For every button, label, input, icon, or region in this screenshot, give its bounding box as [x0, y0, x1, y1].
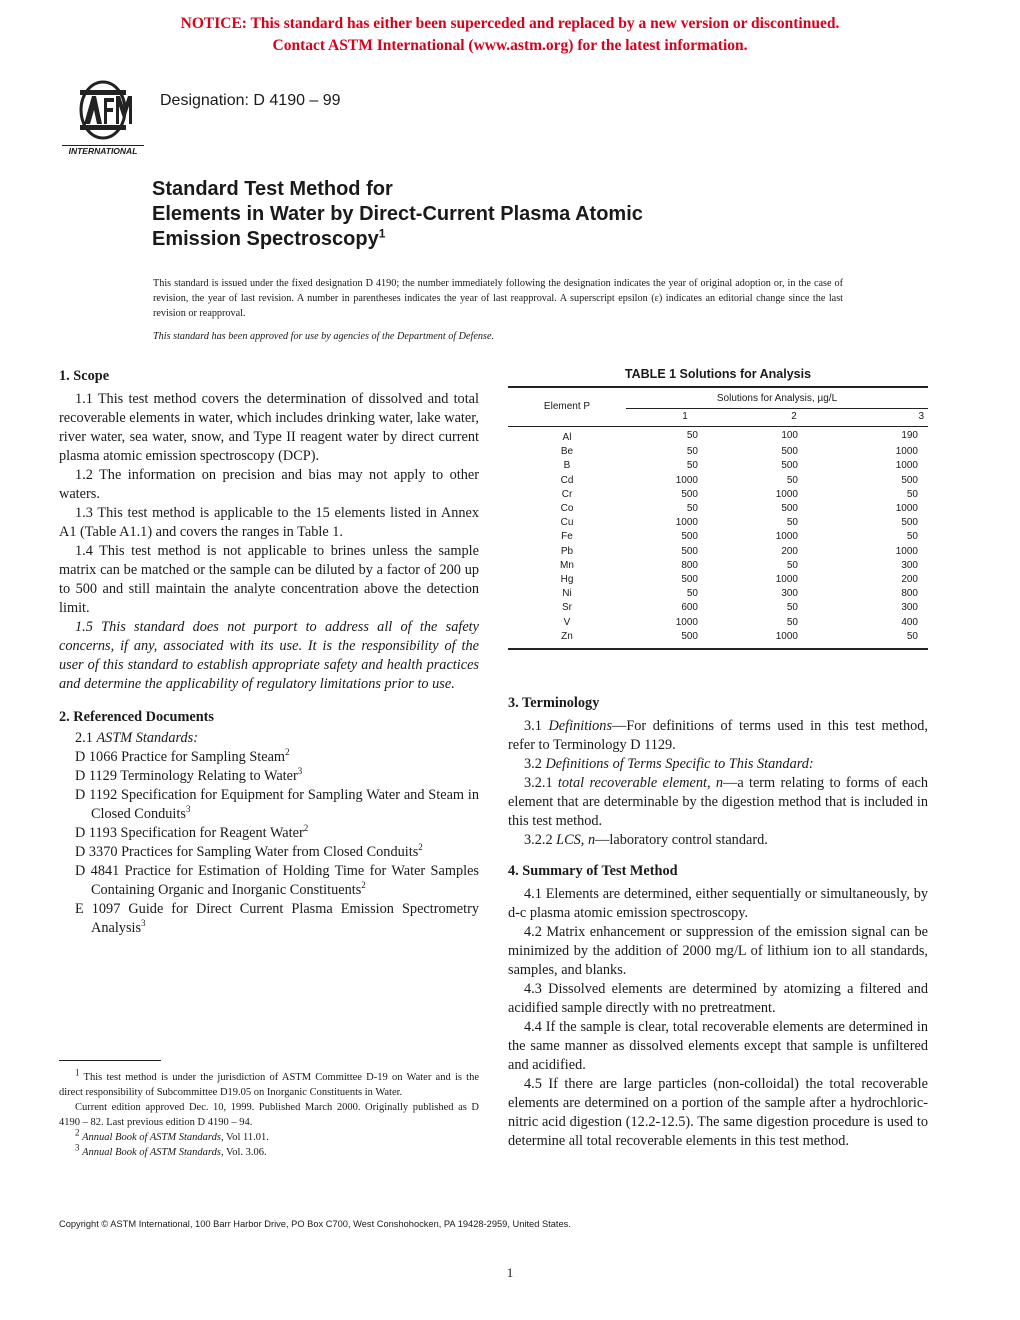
table-cell-value: 1000 [775, 488, 798, 500]
table-row [508, 545, 928, 559]
table-cell-element: Cd [560, 474, 574, 486]
reference-title: Practice for Sampling Steam [121, 749, 286, 765]
table-cell-element: Cu [560, 517, 574, 529]
reference-footnote-ref: 2 [361, 880, 366, 891]
summary-heading: 4. Summary of Test Method [508, 863, 678, 879]
title-footnote-ref: 1 [378, 226, 386, 241]
footnote-3-title: Annual Book of ASTM Standards [82, 1147, 221, 1158]
table-row [508, 573, 928, 587]
scope-1-3: 1.3 This test method is applicable to the 15 elements listed in Annex A1 (Table A1.1) and covers the ranges in Table 1. [59, 505, 479, 540]
footnote-2-vol: , Vol 11.01. [220, 1132, 269, 1143]
table-cell-value: 50 [786, 559, 798, 571]
reference-title: Specification for Equipment for Sampling Water and Steam in Closed Conduits [91, 787, 479, 822]
table-cell-value: 50 [786, 602, 798, 614]
terminology-heading: 3. Terminology [508, 695, 600, 711]
table-cell-value: 300 [901, 602, 918, 614]
table-row [508, 459, 928, 473]
table-header-col-3: 3 [844, 408, 928, 426]
table-cell-element: V [563, 616, 571, 628]
footnotes [59, 1067, 479, 1160]
scope-1-2: 1.2 The information on precision and bias may not apply to other waters. [59, 467, 479, 502]
reference-code: D 1129 [75, 768, 117, 784]
footnote-2-num: 2 [75, 1127, 80, 1138]
reference-code: D 1192 [75, 787, 118, 803]
table-cell-value: 500 [681, 531, 698, 543]
reference-item [75, 843, 479, 862]
table-1 [508, 386, 928, 650]
table-cell-value: 500 [681, 574, 698, 586]
refdocs-heading: 2. Referenced Documents [59, 709, 214, 725]
summary-4-5: 4.5 If there are large particles (non-colloidal) the total recoverable elements are determined on a portion of the sample after a hydrochloric-nitric acid digestion (12.2-12.5). The same digestion procedure is used to determine all total recoverable elements in this test method. [508, 1076, 928, 1149]
table-cell-element: B [563, 460, 571, 472]
table-cell-value: 500 [681, 630, 698, 642]
document-title [152, 177, 643, 252]
table-cell-value: 1000 [895, 545, 918, 557]
term-3-2-2-text: —laboratory control standard. [595, 832, 768, 848]
table-cell-value: 50 [786, 517, 798, 529]
table-cell-element: Ni [562, 588, 572, 600]
astm-logo [62, 80, 144, 156]
reference-code: D 1066 [75, 749, 118, 765]
table-cell-element: Be [560, 446, 574, 458]
table-group-header: Solutions for Analysis, µg/L [626, 388, 928, 408]
summary-4-3: 4.3 Dissolved elements are determined by atomizing a filtered and acidified sample directly with no pretreatment. [508, 981, 928, 1016]
table-cell-value: 800 [681, 559, 698, 571]
term-3-1-num: 3.1 [524, 718, 542, 734]
reference-footnote-ref: 2 [303, 823, 309, 834]
page-number: 1 [506, 1265, 514, 1280]
refdocs-sub-num: 2.1 [75, 730, 93, 746]
table-cell-value: 600 [681, 602, 698, 614]
table-cell-value: 500 [781, 446, 798, 458]
table-cell-value: 300 [781, 588, 798, 600]
table-cell-element: Fe [561, 531, 573, 543]
table-cell-element: Cr [561, 488, 573, 500]
term-3-2-2-num: 3.2.2 [524, 832, 553, 848]
reference-item [75, 900, 479, 938]
table-cell-element: Pb [560, 545, 574, 557]
reference-code: E 1097 [75, 901, 121, 917]
table-cell-value: 500 [781, 503, 798, 515]
copyright: Copyright © ASTM International, 100 Barr Harbor Drive, PO Box C700, West Conshohocken, PA 19428-2959, United States. [59, 1219, 571, 1229]
logo-caption: INTERNATIONAL [62, 145, 144, 156]
table-cell-element: Hg [560, 574, 574, 586]
table-row [508, 616, 928, 630]
table-cell-value: 1000 [675, 517, 698, 529]
scope-1-5: 1.5 This standard does not purport to address all of the safety concerns, if any, associated with its use. It is the responsibility of the user of this standard to establish appropriate safety and health practices and determine the applicability of regulatory limitations prior to use. [59, 619, 479, 692]
refdocs-sub-title: ASTM Standards: [96, 730, 198, 746]
dod-approval-note: This standard has been approved for use by agencies of the Department of Defense. [153, 331, 495, 342]
left-column [59, 367, 479, 938]
notice-line-1: NOTICE: This standard has either been superceded and replaced by a new version or discontinued. [180, 15, 840, 32]
table-cell-value: 50 [906, 531, 918, 543]
reference-item [75, 862, 479, 900]
footnote-1: This test method is under the jurisdiction of ASTM Committee D-19 on Water and is the direct responsibility of Subcommittee D19.05 on Inorganic Constituents in Water. [59, 1072, 479, 1098]
table-cell-value: 500 [681, 488, 698, 500]
table-cell-value: 50 [906, 630, 918, 642]
reference-title: Practices for Sampling Water from Closed Conduits [121, 844, 419, 860]
table-row [508, 630, 928, 644]
table-cell-value: 1000 [675, 616, 698, 628]
astm-logo-mark [62, 80, 144, 140]
reference-title: Specification for Reagent Water [120, 825, 304, 841]
term-3-2-1-text: —a term relating to forms of each element that are determinable by the digestion method that is included in this test method. [508, 775, 929, 829]
term-3-2-1-term: total recoverable element, n [557, 775, 724, 791]
reference-title: Terminology Relating to Water [120, 768, 298, 784]
footnote-3-num: 3 [75, 1142, 80, 1153]
term-3-2-1-num: 3.2.1 [524, 775, 553, 791]
reference-footnote-ref: 2 [285, 747, 290, 758]
table-header-col-1: 1 [626, 408, 744, 426]
table-row [508, 559, 928, 573]
table-cell-element: Al [562, 432, 572, 443]
table-cell-value: 100 [781, 430, 798, 441]
table-row [508, 427, 928, 446]
reference-item [75, 824, 479, 843]
reference-item [75, 767, 479, 786]
table-row [508, 474, 928, 488]
designation: Designation: D 4190 – 99 [160, 92, 341, 109]
footnote-divider [59, 1060, 161, 1061]
table-cell-value: 400 [901, 616, 918, 628]
table-cell-value: 50 [686, 460, 698, 472]
right-column [508, 694, 928, 1151]
table-cell-value: 200 [781, 545, 798, 557]
table-row [508, 488, 928, 502]
table-cell-element: Co [560, 503, 574, 515]
reference-item [75, 748, 479, 767]
table-row [508, 502, 928, 516]
issuance-note: This standard is issued under the fixed designation D 4190; the number immediately following the designation indicates the year of original adoption or, in the case of revision, the year of last revision. A number in parentheses indicates the year of last reapproval. A superscript epsilon (ε) indicates an editorial change since the last revision or reapproval. [153, 278, 843, 319]
table-cell-value: 50 [906, 488, 918, 500]
footnote-1b: Current edition approved Dec. 10, 1999. Published March 2000. Originally published as D 4190 – 82. Last previous edition D 4190 – 94. [59, 1102, 479, 1128]
table-cell-value: 1000 [675, 474, 698, 486]
title-line-2: Elements in Water by Direct-Current Plasma Atomic [152, 203, 643, 225]
table-cell-value: 50 [786, 616, 798, 628]
table-cell-value: 500 [901, 517, 918, 529]
table-row [508, 516, 928, 530]
table-cell-value: 500 [681, 545, 698, 557]
scope-1-1: 1.1 This test method covers the determination of dissolved and total recoverable elements in water, which includes drinking water, lake water, river water, sea water, snow, and Type II reagent water by direct current plasma atomic emission spectroscopy (DCP). [59, 391, 479, 464]
table-cell-value: 300 [901, 559, 918, 571]
table-row [508, 587, 928, 601]
notice-line-2: Contact ASTM International (www.astm.org) for the latest information. [272, 37, 748, 54]
table-cell-value: 1000 [895, 446, 918, 458]
table-cell-element: Mn [560, 559, 574, 571]
table-cell-value: 50 [786, 474, 798, 486]
table-row [508, 530, 928, 544]
table-cell-element: Sr [562, 602, 572, 614]
reference-title: Practice for Estimation of Holding Time for Water Samples Containing Organic and Inorganic Constituents [91, 863, 479, 898]
scope-1-4: 1.4 This test method is not applicable to brines unless the sample matrix can be matched or the sample can be diluted by a factor of 200 up to 500 and still maintain the analyte concentration above the detection limit. [59, 543, 479, 616]
term-3-1-term: Definitions [548, 718, 613, 734]
title-line-3: Emission Spectroscopy [152, 228, 379, 250]
reference-code: D 3370 [75, 844, 118, 860]
reference-footnote-ref: 3 [141, 918, 146, 929]
term-3-2-2-term: LCS, n [556, 832, 596, 848]
table-cell-value: 1000 [775, 630, 798, 642]
footnote-3-vol: , Vol. 3.06. [220, 1147, 267, 1158]
term-3-2-term: Definitions of Terms Specific to This Standard: [545, 756, 814, 772]
referenced-documents-list [59, 748, 479, 938]
table-1-caption: TABLE 1 Solutions for Analysis [624, 367, 812, 381]
table-cell-value: 1000 [775, 574, 798, 586]
table-cell-value: 1000 [895, 460, 918, 472]
reference-footnote-ref: 2 [418, 842, 423, 853]
table-row [508, 601, 928, 615]
table-cell-element: Zn [561, 630, 573, 642]
summary-4-1: 4.1 Elements are determined, either sequentially or simultaneously, by d-c plasma atomic emission spectroscopy. [508, 886, 928, 921]
table-cell-value: 500 [901, 474, 918, 486]
term-3-1-text: —For definitions of terms used in this test method, refer to Terminology D 1129. [508, 718, 928, 753]
table-cell-value: 800 [901, 588, 918, 600]
table-cell-value: 500 [781, 460, 798, 472]
table-row [508, 445, 928, 459]
title-line-1: Standard Test Method for [152, 178, 393, 200]
table-cell-value: 1000 [895, 503, 918, 515]
table-cell-value: 200 [901, 574, 918, 586]
table-cell-value: 50 [686, 430, 698, 441]
reference-item [75, 786, 479, 824]
reference-code: D 1193 [75, 825, 117, 841]
table-cell-value: 50 [686, 503, 698, 515]
summary-4-2: 4.2 Matrix enhancement or suppression of the emission signal can be minimized by the addition of 2000 mg/L of lithium ion to all standards, samples, and blanks. [508, 924, 928, 978]
scope-heading: 1. Scope [59, 368, 110, 384]
reference-title: Guide for Direct Current Plasma Emission Spectrometry Analysis [91, 901, 479, 936]
table-cell-value: 50 [686, 588, 698, 600]
table-cell-value: 50 [686, 446, 698, 458]
footnote-2-title: Annual Book of ASTM Standards [82, 1132, 221, 1143]
reference-footnote-ref: 3 [297, 766, 303, 777]
term-3-2-num: 3.2 [524, 756, 542, 772]
reference-code: D 4841 [75, 863, 120, 879]
summary-4-4: 4.4 If the sample is clear, total recoverable elements are determined in the same manner as dissolved elements except that sample is unfiltered and acidified. [508, 1019, 928, 1073]
footnote-1-num: 1 [75, 1067, 80, 1078]
table-header-element: Element P [508, 388, 626, 427]
table-cell-value: 1000 [775, 531, 798, 543]
table-header-col-2: 2 [744, 408, 844, 426]
reference-footnote-ref: 3 [185, 804, 191, 815]
table-cell-value: 190 [901, 430, 918, 441]
